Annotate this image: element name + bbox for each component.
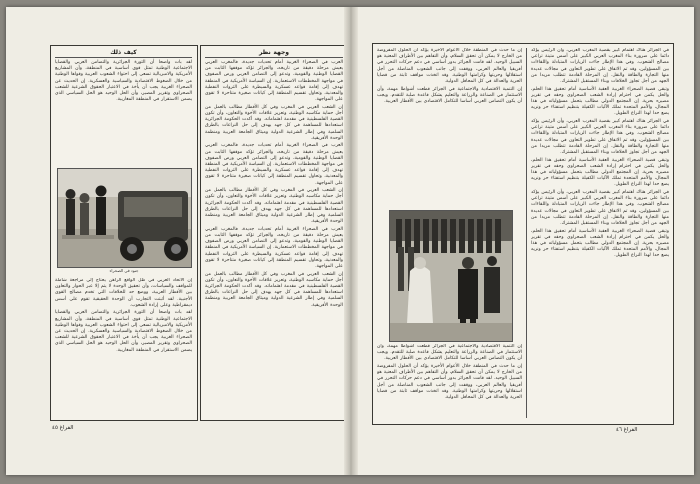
left-column-a-bottom (55, 278, 192, 415)
right-column-c-top (377, 48, 522, 206)
left-column-frame-a (50, 45, 198, 421)
column-b-paragraph-6: إن الشعب العربي في المغرب وفي كل الأقطار مطالب بالعمل من أجل حماية مكاسبه الوطنية، وتعزيز علاقات الأخوة والتعاون، وأن تكون القضية الفلسطينية في مقدمة اهتماماته. وقد أكدت الحكومة الجزائرية استعدادها للمساهمة في كل جهد يهدف إلى حل النزاعات بالطرق السلمية وفي إطار الشرعية الدولية وميثاق الجامعة العربية ومنظمة الوحدة الأفريقية. (205, 271, 343, 308)
column-b-paragraph-5: العرب في الصحراء الغربية أمام تحديات جديدة، فالمغرب العربي يعيش مرحلة دقيقة من تاريخه، والجزائر تؤكد موقفها الثابت من القضايا الوطنية والقومية، وتدعو إلى التضامن العربي ورص الصفوف في مواجهة المخططات الاستعمارية. إن السياسة الأمريكية في المنطقة تهدف إلى إقامة قواعد عسكرية والسيطرة على الثروات النفطية والمعدنية، وتحاول تقسيم المنطقة إلى كيانات صغيرة متناحرة لا تقوى على المواجهة. (205, 226, 343, 270)
column-a-paragraph-1: لقد بات واضحا أن الثورة الجزائرية والتضامن العربي والقضايا الاجتماعية الوطنية تمثل قوى أساسية في المنطقة، وأن المشاريع الأمريكية والامبريالية تسعى إلى احتواء الشعوب العربية وقواها الوطنية من خلال الضغوط الاقتصادية والسياسية والعسكرية. إن الحديث عن الصحراء الغربية يجب أن يأخذ في الاعتبار الحقوق الشرعية للشعب الصحراوي وتقرير المصير، وأن الحل الوحيد هو الحل السياسي الذي يضمن الاستقرار في المنطقة المغاربية. (55, 60, 192, 103)
left-column-a-top (55, 49, 192, 169)
photo-caption: جنود في الصحراء (109, 268, 139, 273)
column-a-paragraph-2: إن الاتحاد العربي في ظل الواقع الراهن يحتاج إلى مراجعة شاملة للمواقف والسياسات، وأن تحقيق الوحدة لا يتم إلا عبر الحوار والتعاون بين الأقطار العربية، ووضع حد للخلافات التي تخدم مصالح القوى الأجنبية. لقد أثبتت التجارب أن الوحدة الحقيقية تقوم على أسس ديمقراطية وعلى إرادة الشعوب. (55, 278, 192, 308)
column-c-paragraph-1: إن ما حدث في المنطقة خلال الأعوام الأخيرة يؤكد أن الحلول المفروضة من الخارج لا يمكن أن تحقق السلام، وأن التفاهم بين الأطراف المعنية هو السبيل الوحيد. لقد قامت الجزائر بدور أساسي في دعم حركات التحرر في أفريقيا والعالم العربي، ووقفت إلى جانب الشعوب المناضلة من أجل استقلالها وحريتها وكرامتها الوطنية. وقد اتخذت مواقف ثابتة من قضايا الحرية والعدالة في كل المحافل الدولية. (377, 48, 522, 85)
right-column-c-bottom (377, 344, 522, 418)
right-column-d (531, 48, 669, 418)
column-d-paragraph-2: وتبقى قضية الصحراء الغربية العقبة الأساسية أمام تحقيق هذا الحلم، والحل يكمن في احترام إرادة الشعب الصحراوي وحقه في تقرير مصيره بحرية. إن المجتمع الدولي مطالب بتحمل مسؤولياته في هذا المجال، والأمم المتحدة تملك الآليات الكفيلة بتنظيم استفتاء حر ونزيه يضع حدا لهذا النزاع الطويل. (531, 86, 669, 117)
left-page-number: الفراغ ٤٥ (52, 425, 74, 431)
officials-parade-photo (389, 210, 513, 342)
column-c-paragraph-4: إن ما حدث في المنطقة خلال الأعوام الأخيرة يؤكد أن الحلول المفروضة من الخارج لا يمكن أن تحقق السلام، وأن التفاهم بين الأطراف المعنية هو السبيل الوحيد. لقد قامت الجزائر بدور أساسي في دعم حركات التحرر في أفريقيا والعالم العربي، ووقفت إلى جانب الشعوب المناضلة من أجل استقلالها وحريتها وكرامتها الوطنية. وقد اتخذت مواقف ثابتة من قضايا الحرية والعدالة في كل المحافل الدولية. (377, 364, 522, 401)
column-b-paragraph-4: إن الشعب العربي في المغرب وفي كل الأقطار مطالب بالعمل من أجل حماية مكاسبه الوطنية، وتعزيز علاقات الأخوة والتعاون، وأن تكون القضية الفلسطينية في مقدمة اهتماماته. وقد أكدت الحكومة الجزائرية استعدادها للمساهمة في كل جهد يهدف إلى حل النزاعات بالطرق السلمية وفي إطار الشرعية الدولية وميثاق الجامعة العربية ومنظمة الوحدة الأفريقية. (205, 188, 343, 225)
column-divider (526, 48, 527, 418)
column-a-paragraph-3: لقد بات واضحا أن الثورة الجزائرية والتضامن العربي والقضايا الاجتماعية الوطنية تمثل قوى أساسية في المنطقة، وأن المشاريع الأمريكية والامبريالية تسعى إلى احتواء الشعوب العربية وقواها الوطنية من خلال الضغوط الاقتصادية والسياسية والعسكرية. إن الحديث عن الصحراء الغربية يجب أن يأخذ في الاعتبار الحقوق الشرعية للشعب الصحراوي وتقرير المصير، وأن الحل الوحيد هو الحل السياسي الذي يضمن الاستقرار في المنطقة المغاربية. (55, 310, 192, 353)
left-column-frame-b (200, 45, 349, 421)
column-d-paragraph-1: في الجزائر هناك اهتمام كبير بقضية المغرب العربي، وأن الرئيس يؤكد دائما على ضرورة بناء المغرب العربي الكبير على أسس متينة تراعي مصالح الشعوب. وفي هذا الإطار جاءت الزيارات المتبادلة واللقاءات بين المسؤولين، وقد تم الاتفاق على تطوير التعاون في مجالات عديدة منها التجارة والطاقة والنقل. إن المرحلة القادمة تتطلب مزيدا من الجهد من أجل تجاوز الخلافات وبناء المستقبل المشترك. (531, 48, 669, 85)
book-gutter (344, 7, 358, 475)
column-d-paragraph-6: وتبقى قضية الصحراء الغربية العقبة الأساسية أمام تحقيق هذا الحلم، والحل يكمن في احترام إرادة الشعب الصحراوي وحقه في تقرير مصيره بحرية. إن المجتمع الدولي مطالب بتحمل مسؤولياته في هذا المجال، والأمم المتحدة تملك الآليات الكفيلة بتنظيم استفتاء حر ونزيه يضع حدا لهذا النزاع الطويل. (531, 228, 669, 259)
desert-soldiers-illustration (58, 169, 191, 267)
column-d-paragraph-5: في الجزائر هناك اهتمام كبير بقضية المغرب العربي، وأن الرئيس يؤكد دائما على ضرورة بناء المغرب العربي الكبير على أسس متينة تراعي مصالح الشعوب. وفي هذا الإطار جاءت الزيارات المتبادلة واللقاءات بين المسؤولين، وقد تم الاتفاق على تطوير التعاون في مجالات عديدة منها التجارة والطاقة والنقل. إن المرحلة القادمة تتطلب مزيدا من الجهد من أجل تجاوز الخلافات وبناء المستقبل المشترك. (531, 190, 669, 227)
column-c-paragraph-3: إن التنمية الاقتصادية والاجتماعية في الجزائر قطعت أشواطا مهمة، وأن الاستثمار في الصناعة والزراعة والتعليم يشكل قاعدة صلبة للتقدم. ويجب أن يكون التضامن العربي أساسا للتكامل الاقتصادي بين الأقطار العربية. (377, 344, 522, 362)
column-b-heading: وجهة نظر (205, 49, 343, 58)
column-a-heading: كيف ذلك (55, 49, 192, 58)
right-page (358, 7, 694, 475)
magazine-spread (6, 7, 694, 475)
officials-parade-illustration (390, 211, 512, 341)
left-column-b (205, 49, 343, 415)
column-c-paragraph-2: إن التنمية الاقتصادية والاجتماعية في الجزائر قطعت أشواطا مهمة، وأن الاستثمار في الصناعة والزراعة والتعليم يشكل قاعدة صلبة للتقدم. ويجب أن يكون التضامن العربي أساسا للتكامل الاقتصادي بين الأقطار العربية. (377, 86, 522, 105)
column-b-paragraph-1: العرب في الصحراء الغربية أمام تحديات جديدة، فالمغرب العربي يعيش مرحلة دقيقة من تاريخه، والجزائر تؤكد موقفها الثابت من القضايا الوطنية والقومية، وتدعو إلى التضامن العربي ورص الصفوف في مواجهة المخططات الاستعمارية. إن السياسة الأمريكية في المنطقة تهدف إلى إقامة قواعد عسكرية والسيطرة على الثروات النفطية والمعدنية، وتحاول تقسيم المنطقة إلى كيانات صغيرة متناحرة لا تقوى على المواجهة. (205, 60, 343, 103)
right-page-frame (372, 43, 674, 425)
left-page (6, 7, 344, 475)
column-b-paragraph-2: إن الشعب العربي في المغرب وفي كل الأقطار مطالب بالعمل من أجل حماية مكاسبه الوطنية، وتعزيز علاقات الأخوة والتعاون، وأن تكون القضية الفلسطينية في مقدمة اهتماماته. وقد أكدت الحكومة الجزائرية استعدادها للمساهمة في كل جهد يهدف إلى حل النزاعات بالطرق السلمية وفي إطار الشرعية الدولية وميثاق الجامعة العربية ومنظمة الوحدة الأفريقية. (205, 104, 343, 141)
desert-soldiers-photo (57, 168, 192, 268)
column-d-paragraph-4: وتبقى قضية الصحراء الغربية العقبة الأساسية أمام تحقيق هذا الحلم، والحل يكمن في احترام إرادة الشعب الصحراوي وحقه في تقرير مصيره بحرية. إن المجتمع الدولي مطالب بتحمل مسؤولياته في هذا المجال، والأمم المتحدة تملك الآليات الكفيلة بتنظيم استفتاء حر ونزيه يضع حدا لهذا النزاع الطويل. (531, 157, 669, 188)
column-d-paragraph-3: في الجزائر هناك اهتمام كبير بقضية المغرب العربي، وأن الرئيس يؤكد دائما على ضرورة بناء المغرب العربي الكبير على أسس متينة تراعي مصالح الشعوب. وفي هذا الإطار جاءت الزيارات المتبادلة واللقاءات بين المسؤولين، وقد تم الاتفاق على تطوير التعاون في مجالات عديدة منها التجارة والطاقة والنقل. إن المرحلة القادمة تتطلب مزيدا من الجهد من أجل تجاوز الخلافات وبناء المستقبل المشترك. (531, 119, 669, 156)
column-b-paragraph-3: العرب في الصحراء الغربية أمام تحديات جديدة، فالمغرب العربي يعيش مرحلة دقيقة من تاريخه، والجزائر تؤكد موقفها الثابت من القضايا الوطنية والقومية، وتدعو إلى التضامن العربي ورص الصفوف في مواجهة المخططات الاستعمارية. إن السياسة الأمريكية في المنطقة تهدف إلى إقامة قواعد عسكرية والسيطرة على الثروات النفطية والمعدنية، وتحاول تقسيم المنطقة إلى كيانات صغيرة متناحرة لا تقوى على المواجهة. (205, 143, 343, 186)
right-page-number: الفراغ ٤٦ (616, 427, 638, 433)
